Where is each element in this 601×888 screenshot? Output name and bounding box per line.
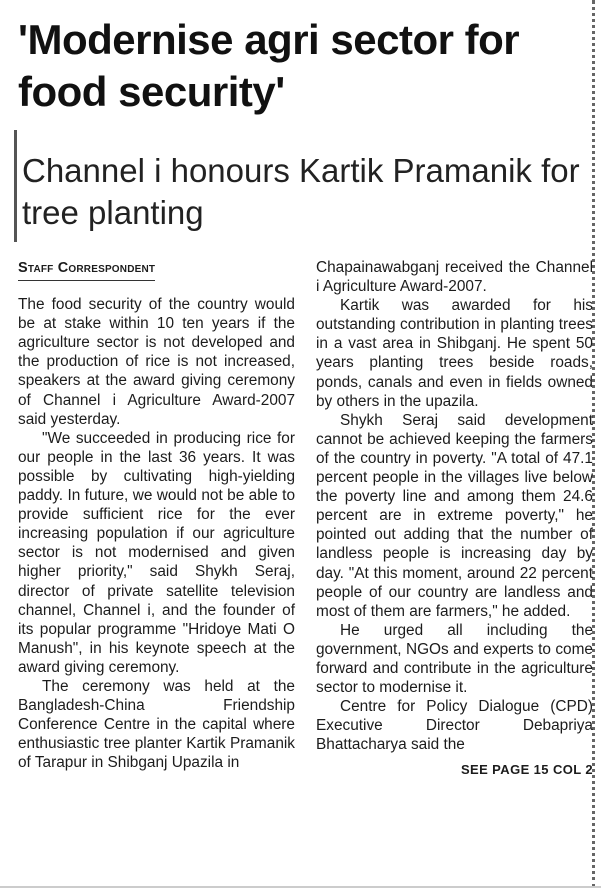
paragraph: Shykh Seraj said development cannot be achieved keeping the farmers of the country in poverty. "A total of 47.1 percent people in the villages live below the poverty line and among them 24.6 percent are in extreme poverty," he pointed out adding that the number of landless people is increasing day by day. "At this moment, around 22 percent people of our country are landless and most of them are farmers," he added.	[316, 411, 593, 620]
paragraph: The food security of the country would be at stake within 10 ten years if the agriculture sector is not developed and the production of rice is not increased, speakers at the award giving ceremony of Channel i Agriculture Award-2007 said yesterday.	[18, 296, 295, 428]
paragraph: Chapainawabganj received the Channel i Agriculture Award-2007.	[316, 259, 593, 296]
subheadline: Channel i honours Kartik Pramanik for tree planting	[22, 152, 580, 231]
paragraph: "We succeeded in producing rice for our people in the last 36 years. It was possible by cultivating high-yielding paddy. In future, we would not be able to provide sufficient rice for the ever increasing population if our agriculture sector is not modernised and given higher priority," said Shykh Seraj, director of private satellite television channel, Channel i, and the founder of its popular programme "Hridoye Mati O Manush", in his keynote speech at the award giving ceremony.	[18, 429, 295, 676]
paragraph: The ceremony was held at the Bangladesh-China Friendship Conference Centre in the capital where enthusiastic tree planter Kartik Pramanik of Tarapur in Shibganj Upazila in	[18, 677, 295, 772]
article-column-left	[18, 255, 295, 772]
subhead-rule	[14, 130, 17, 242]
paragraph: Centre for Policy Dialogue (CPD) Executive Director Debapriya Bhattacharya said the	[316, 698, 593, 754]
article-column-right	[316, 258, 593, 780]
headline: 'Modernise agri sector for food security'	[18, 16, 520, 115]
paragraph: Kartik was awarded for his outstanding contribution in planting trees in a vast area in Shibganj. He spent 50 years planting trees beside roads, ponds, canals and even in fields owned by others in the upazila.	[316, 297, 593, 410]
byline: Staff Correspondent	[18, 259, 155, 281]
continuation-link[interactable]: SEE PAGE 15 COL 2	[460, 762, 593, 778]
paragraph: He urged all including the government, NGOs and experts to come forward and contribute in the agriculture sector to modernise it.	[316, 621, 593, 697]
